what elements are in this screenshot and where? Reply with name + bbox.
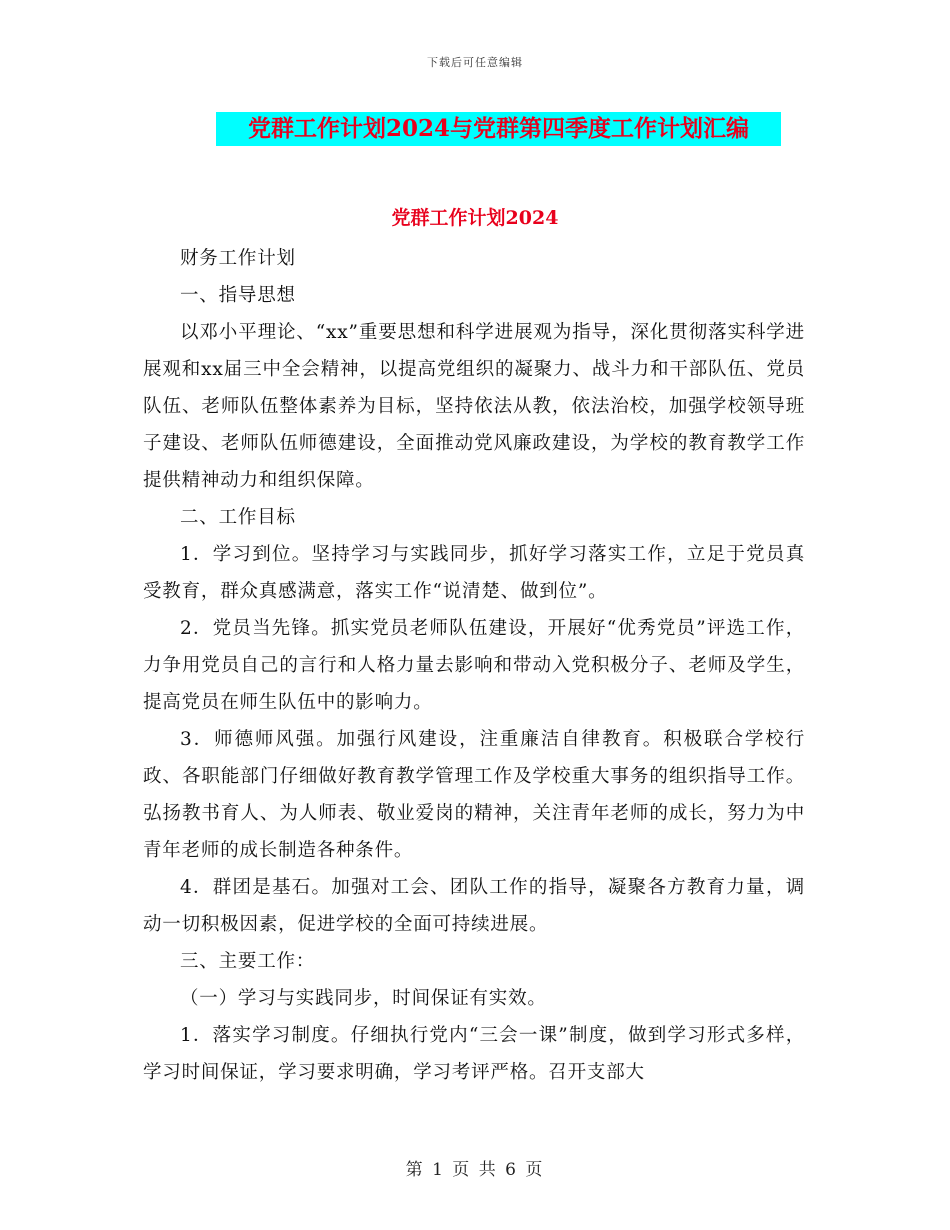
page-header-note: 下载后可任意编辑	[427, 56, 523, 69]
paragraph: （一）学习与实践同步，时间保证有实效。	[180, 988, 547, 1009]
page-number-footer: 第 1 页 共 6 页	[405, 1160, 545, 1180]
section-title: 党群工作计划2024	[391, 207, 559, 229]
paragraph: 2．党员当先锋。抓实党员老师队伍建设，开展好“优秀党员”评选工作，力争用党员自己的言行和人格力量去影响和带动入党积极分子、老师及学生，提高党员在师生队伍中的影响力。	[143, 618, 805, 713]
paragraph: 以邓小平理论、“xx”重要思想和科学进展观为指导，深化贯彻落实科学进展观和xx届三中全会精神，以提高党组织的凝聚力、战斗力和干部队伍、党员队伍、老师队伍整体素养为目标，坚持依法从教，依法治校，加强学校领导班子建设、老师队伍师德建设，全面推动党风廉政建设，为学校的教育教学工作提供精神动力和组织保障。	[143, 322, 805, 491]
paragraph: 三、主要工作：	[180, 951, 316, 972]
paragraph: 一、指导思想	[180, 285, 296, 306]
paragraph: 4．群团是基石。加强对工会、团队工作的指导，凝聚各方教育力量，调动一切积极因素，促进学校的全面可持续进展。	[143, 877, 805, 935]
document-main-title: 党群工作计划2024与党群第四季度工作计划汇编	[216, 112, 781, 146]
paragraph: 1．学习到位。坚持学习与实践同步，抓好学习落实工作，立足于党员真受教育，群众真感满意，落实工作“说清楚、做到位”。	[143, 544, 805, 602]
document-body	[143, 240, 805, 1091]
paragraph: 3．师德师风强。加强行风建设，注重廉洁自律教育。积极联合学校行政、各职能部门仔细做好教育教学管理工作及学校重大事务的组织指导工作。弘扬教书育人、为人师表、敬业爱岗的精神，关注青年老师的成长，努力为中青年老师的成长制造各种条件。	[143, 729, 805, 861]
paragraph: 财务工作计划	[180, 248, 296, 269]
paragraph: 1．落实学习制度。仔细执行党内“三会一课”制度，做到学习形式多样，学习时间保证，学习要求明确，学习考评严格。召开支部大	[143, 1025, 805, 1083]
paragraph: 二、工作目标	[180, 507, 296, 528]
